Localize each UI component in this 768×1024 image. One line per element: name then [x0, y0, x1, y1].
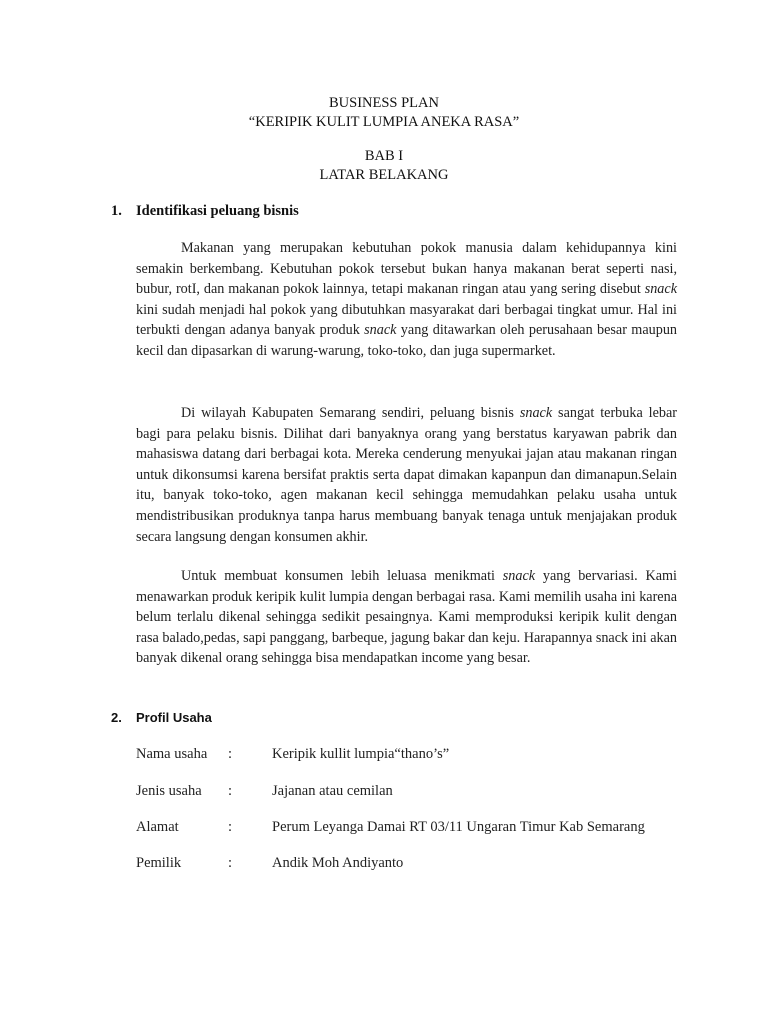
italic-term: snack — [502, 568, 536, 584]
document-title: BUSINESS PLAN — [329, 95, 439, 111]
profile-value: Perum Leyanga Damai RT 03/11 Ungaran Timur Kab Semarang — [272, 819, 645, 835]
section-title: Profil Usaha — [136, 710, 212, 725]
profile-value: Jajanan atau cemilan — [272, 783, 393, 799]
profile-row-nama-usaha — [136, 744, 696, 764]
profile-row-jenis-usaha — [136, 781, 696, 801]
section-heading-1 — [111, 202, 299, 220]
section-heading-2 — [111, 709, 212, 727]
section-number: 1. — [111, 203, 122, 219]
italic-term: snack — [519, 405, 553, 421]
document-subtitle: “KERIPIK KULIT LUMPIA ANEKA RASA” — [248, 114, 520, 130]
italic-term: snack — [644, 281, 677, 298]
profile-separator: : — [228, 746, 233, 762]
profile-label: Pemilik — [136, 855, 182, 871]
profile-value: Andik Moh Andiyanto — [272, 855, 404, 871]
profile-row-pemilik — [136, 853, 696, 873]
profile-label: Alamat — [136, 819, 179, 835]
paragraph-2 — [136, 403, 677, 547]
chapter-number: BAB I — [364, 148, 404, 164]
profile-label: Jenis usaha — [136, 783, 202, 799]
text-run: Makanan yang merupakan kebutuhan pokok manusia dalam kehidupannya kini semakin berkembang. Kebutuhan pokok tersebut bukan hanya makanan berat seperti nasi, bubur, rotI, dan makanan pokok lainnya, tetapi makanan ringan atau yang sering disebut — [136, 240, 677, 298]
section-title: Identifikasi peluang bisnis — [136, 203, 299, 219]
paragraph-1 — [136, 238, 677, 362]
profile-separator: : — [228, 783, 233, 799]
profile-separator: : — [228, 855, 233, 871]
text-run: yang bervariasi. Kami menawarkan produk keripik kulit lumpia dengan berbagai rasa. Kami memilih usaha ini karena belum terlalu dikenal sehingga sedikit pesaingnya. Kami memproduksi keripik kulit dengan rasa balado,pedas, sapi panggang, barbeque, jagung bakar dan keju. Harapannya snack ini akan banyak dikenal orang sehingga bisa mendapatkan income yang besar. — [136, 568, 677, 667]
profile-separator: : — [228, 819, 233, 835]
profile-label: Nama usaha — [136, 746, 208, 762]
text-run: kini sudah menjadi hal pokok yang dibutuhkan masyarakat dari berbagai tingkat umur. Hal ini terbukti dengan adanya banyak produk — [136, 301, 677, 339]
text-run: Di wilayah Kabupaten Semarang sendiri, peluang bisnis — [181, 405, 520, 421]
profile-row-alamat — [136, 817, 696, 837]
paragraph-3 — [136, 566, 677, 669]
italic-term: snack — [364, 322, 397, 339]
text-run: sangat terbuka lebar bagi para pelaku bisnis. Dilihat dari banyaknya orang yang berstatus karyawan pabrik dan mahasiswa datang dari berbagai kota. Mereka cenderung menyukai jajan atau makanan ringan untuk dikonsumsi karena bersifat praktis serta dapat dimakan kapanpun dan dimanapun.Selain itu, banyak toko-toko, agen makanan kecil sehingga memudahkan pelaku usaha untuk mendistribusikan produknya tanpa harus membuang banyak tenaga untuk menjajakan produk secara langsung dengan konsumen akhir. — [136, 405, 678, 545]
text-run: yang ditawarkan oleh perusahaan besar maupun kecil dan dipasarkan di warung-warung, toko-toko, dan juga supermarket. — [136, 322, 678, 359]
chapter-title: LATAR BELAKANG — [319, 167, 449, 183]
text-run: Untuk membuat konsumen lebih leluasa menikmati — [181, 568, 503, 584]
profile-value: Keripik kullit lumpia“thano’s” — [272, 746, 450, 762]
section-number: 2. — [111, 710, 122, 725]
